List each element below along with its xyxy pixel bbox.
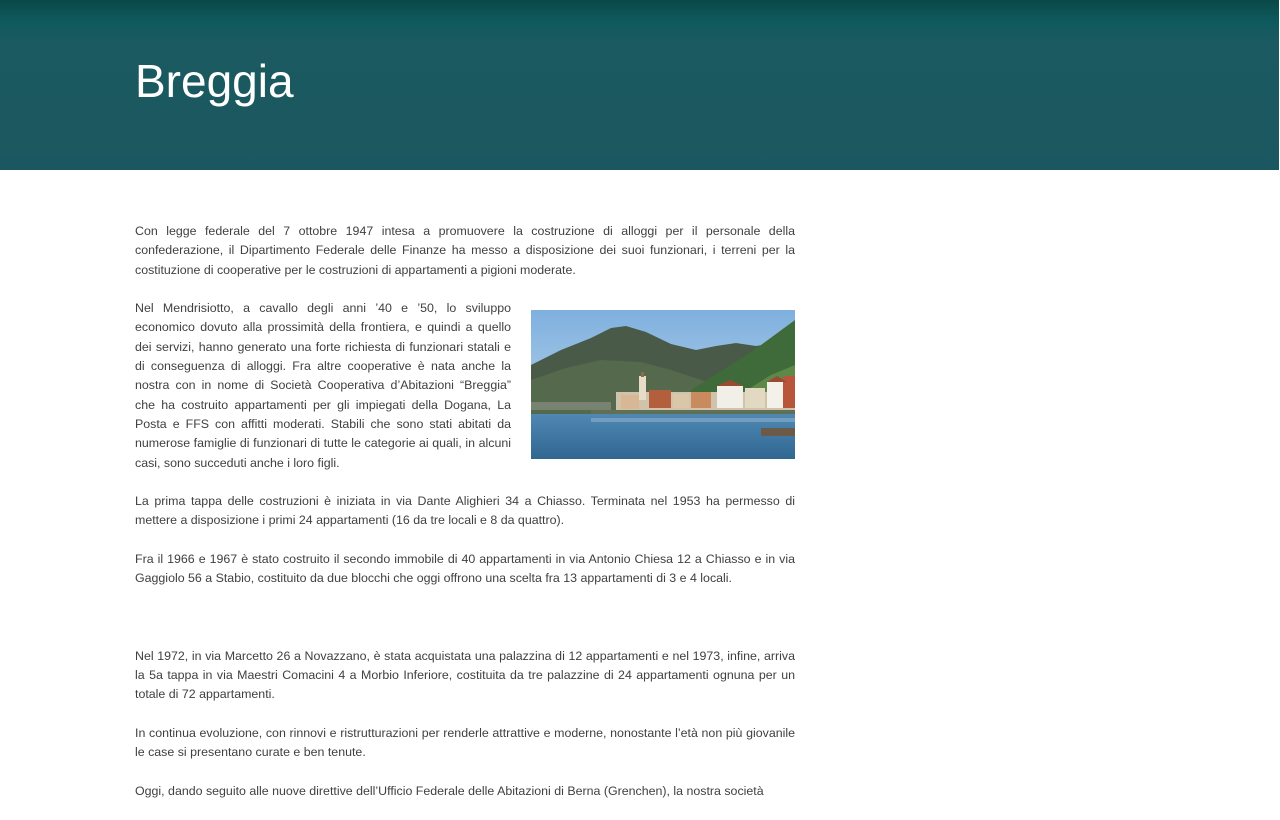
- paragraph-later-stages: Nel 1972, in via Marcetto 26 a Novazzano, è stata acquistata una palazzina di 12 appartamenti e nel 1973, infine, arriva la 5a tappa in via Maestri Comacini 4 a Morbio Inferiore, costituita da tre palazzine di 24 appartamenti ognuna per un totale di 72 appartamenti.: [135, 648, 795, 702]
- page-title: Breggia: [135, 55, 294, 107]
- paragraph-today: Oggi, dando seguito alle nuove direttive dell’Ufficio Federale delle Abitazioni di Berna (Grenchen), la nostra società: [135, 783, 764, 798]
- paragraph-evolution: In continua evoluzione, con rinnovi e ristrutturazioni per renderle attrattive e moderne, nonostante l’età non più giovanile le case si presentano curate e ben tenute.: [135, 725, 795, 760]
- paragraph-history: Nel Mendrisiotto, a cavallo degli anni ’40 e ’50, lo sviluppo economico dovuto alla prossimità della frontiera, e quindi a quello dei servizi, hanno generato una forte richiesta di funzionari statali e di conseguenza di alloggi. Fra altre cooperative è nata anche la nostra con in nome di Società Cooperativa d’Abitazioni “Breggia” che ha costruito appartamenti per gli impiegati della Dogana, La Posta e FFS con affitti moderati. Stabili che sono stati abitati da numerose famiglie di funzionari di tutte le categorie ai quali, in alcuni casi, sono succeduti anche i loro figli.: [135, 301, 511, 470]
- paragraph-second-stage: Fra il 1966 e 1967 è stato costruito il secondo immobile di 40 appartamenti in via Antonio Chiesa 12 a Chiasso e in via Gaggiolo 56 a Stabio, costituito da due blocchi che oggi offrono una scelta fra 13 appartamenti di 3 e 4 locali.: [135, 552, 795, 586]
- paragraph-first-stage: La prima tappa delle costruzioni è iniziata in via Dante Alighieri 34 a Chiasso. Terminata nel 1953 ha permesso di mettere a disposizione i primi 24 appartamenti (16 da tre locali e 8 da quattro).: [135, 494, 795, 528]
- article-content: [135, 222, 795, 820]
- paragraph-intro: Con legge federale del 7 ottobre 1947 intesa a promuovere la costruzione di alloggi per il personale della confederazione, il Dipartimento Federale delle Finanze ha messo a disposizione dei suoi funzionari, i terreni per la costituzione di cooperative per le costruzioni di appartamenti a pigioni moderate.: [135, 224, 795, 277]
- site-header: [0, 0, 1279, 170]
- lakeside-village-photo: [531, 310, 795, 459]
